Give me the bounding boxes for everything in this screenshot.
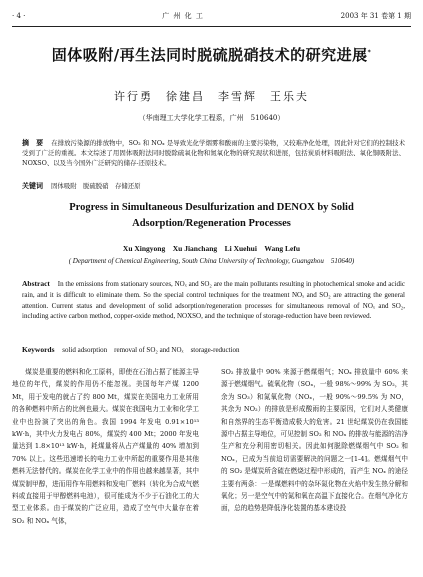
- affiliation-chinese: （华南理工大学化学工程系，广州 510640）: [138, 114, 285, 122]
- title-chinese-text: 固体吸附/再生法同时脱硫脱硝技术的研究进展: [51, 46, 368, 64]
- abstract-english: [22, 279, 405, 322]
- issue-info: 2003 年 31 卷第 1 期: [340, 12, 411, 20]
- title-english: [0, 200, 423, 232]
- body-paragraph-left: 煤炭是重要的燃料和化工原料，即使在石油占据了能源主导地位的年代，煤炭的作用仍不能忽视。美国每年产煤 1200 Mt，用于发电的就占了约 800 Mt，煤炭在美国电力工业所用的各种燃料中所占的比例也最大。煤炭在我国电力工业和化学工业中也扮演了突出的角色。我国 1994 年发电 0.91×10¹³ kW·h，其中火力发电占 80%，煤炭约 400 Mt；2000 年发电量达到 1.8×10¹³ kW·h，耗煤量将从占产煤量的 40% 增加到 70% 以上。这些迅速增长的电力工业中所起的重要作用是其他燃料无法替代的。煤炭在化学工业中的作用也越来越显著，其中煤炭制甲醇，进而用作车用燃料和发电厂燃料（转化为合成气燃料或直接用于甲醇燃料电池），很可能成为不少于石油化工的大型工业体系。由于煤炭的广泛应用，造成了空气中大量存在着 SO₂ 和 NOₓ 气体，: [12, 368, 199, 525]
- keywords-english-label: Keywords: [22, 345, 55, 354]
- running-header: [12, 8, 411, 27]
- keywords-chinese-text: 固体吸附 脱硫脱硝 存储还原: [51, 182, 141, 190]
- abstract-english-label: Abstract: [22, 279, 50, 288]
- keywords-english: [22, 345, 405, 355]
- affiliation-english: ( Department of Chemical Engineering, South China University of Technology, Guangzhou 510640): [68, 257, 355, 265]
- body-column-left: [12, 366, 199, 571]
- page-number: · 4 ·: [12, 12, 26, 20]
- authors-chinese: 许行勇 徐建昌 李雪辉 王乐夫: [114, 90, 309, 103]
- body-paragraph-right: SO₂ 排放量中 90% 来源于燃煤烟气；NOₓ 排放量中 60% 来源于燃煤烟气。硫氧化物（SOₓ，一般 98%～99% 为 SO₂，其余为 SO₃）和氮氧化物（NOₓ，一般 90%～99.5% 为 NO，其余为 NO₂）的排放是形成酸雨的主要原因，它们对人类健康和自然界的生态平衡造成极大的危害。21 世纪煤炭仍在我国能源中占据主导地位，可见控制 SO₂ 和 NOₓ 的排放与能源的洁净生产和充分利用密切相关。因此如何脱除燃煤烟气中 SO₂ 和 NOₓ，已成为当前迫切需要解决的问题之一[1-4]。燃煤烟气中的 SO₂ 是煤炭所含硫在燃烧过程中形成的，而产生 NOₓ 的途径主要有两条：一是煤燃料中的杂环氮化物在火焰中发生热分解和氧化；另一是空气中的氮和氧在高温下直接化合。在烟气净化方面，总的趋势是降低净化装置的基本建设投: [221, 368, 408, 513]
- body-column-right: [221, 366, 408, 571]
- abstract-chinese: [22, 138, 405, 169]
- title-footnote-mark: *: [367, 49, 372, 56]
- journal-name: 广 州 化 工: [162, 12, 204, 20]
- keywords-chinese: [22, 181, 405, 191]
- title-english-line1: Progress in Simultaneous Desulfurization and DENOX by Solid: [69, 202, 354, 213]
- abstract-english-text: In the emissions from stationary sources, NOₓ and SO₂ are the main pollutants resulting in photochemical smoke and acidic rain, and it is difficult to eliminate them. So the special control techniques for the treatment NOₓ and SO₂ are attracting the general attention. Current status and development of solid adsorption/regeneration processes for simultaneous removal of NOₓ and SO₂, including active carbon method, copper-oxide method, NOXSO, and the technique of storage-reduction have been reviewed.: [22, 280, 405, 321]
- abstract-chinese-label: 摘 要: [22, 139, 44, 147]
- abstract-chinese-text: 在排放污染源的排放物中，SO₂ 和 NOₓ 是导致光化学烟雾和酸雨的主要污染物，又较难净化处理，因此针对它们的控制技术受到了广泛的重视。本文综述了用固体吸附法同时脱除硫氧化物和氮氧化物的研究现状和进展，包括炭质材料吸附法、氧化铜吸附法、NOXSO、以及当今国外广泛研究的储存-还原技术。: [22, 139, 405, 168]
- title-english-line2: Adsorption/Regeneration Processes: [132, 218, 291, 229]
- keywords-chinese-label: 关键词: [22, 182, 43, 190]
- authors-english: Xu Xingyong Xu Jianchang Li Xuehui Wang Lefu: [122, 244, 301, 253]
- keywords-english-text: solid adsorption removal of SO₂ and NOₓ storage-reduction: [62, 346, 240, 354]
- title-chinese: [0, 44, 423, 65]
